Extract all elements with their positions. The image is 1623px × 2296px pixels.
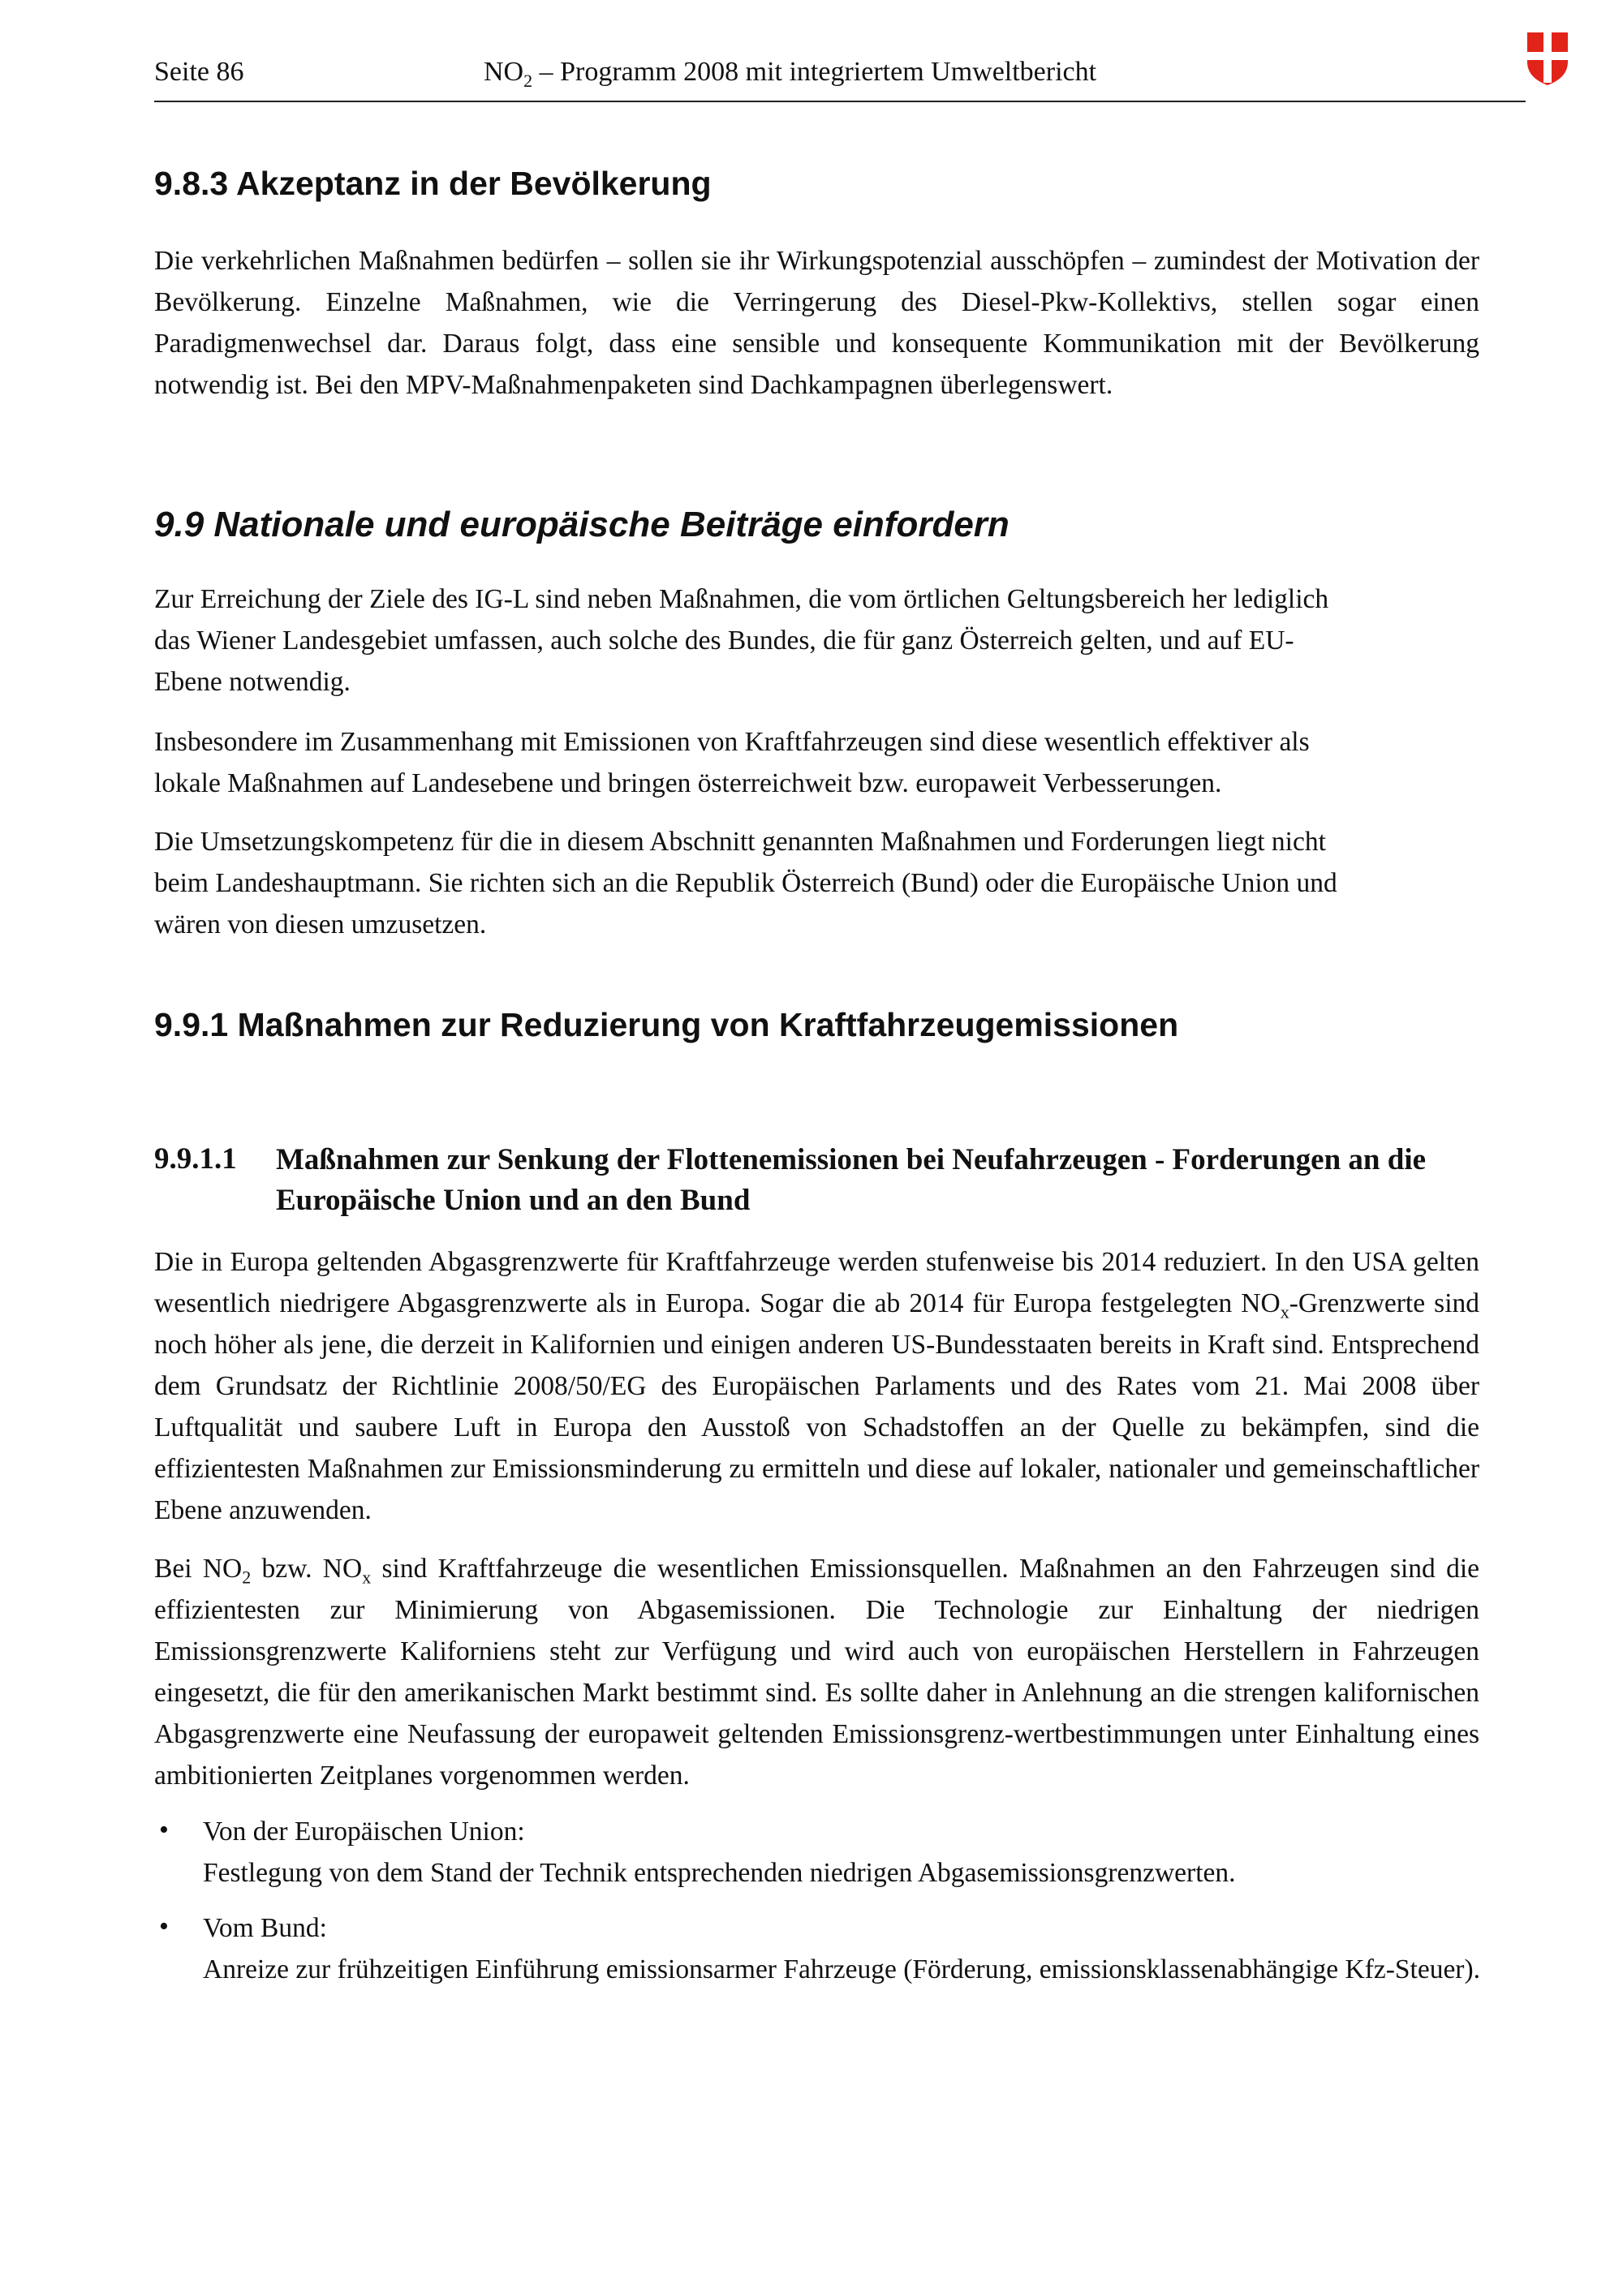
paragraph-no2-sources: Bei $NO_2$ bzw. $NO_x$ sind Kraftfahrzeuge die wesentlichen Emissionsquellen. Maßnahmen an den Fahrzeugen sind die effizientesten zur Minimierung von Abgasemissionen. Die Technologie zur Einhaltung der niedrigen Emissionsgrenzwerte Kaliforniens steht zur Verfügung und wird auch von europäischen Herstellern in Fahrzeugen eingesetzt, die für den amerikanischen Markt bestimmt sind. Es sollte daher in Anlehnung an die strengen kalifornischen Abgasgrenzwerte eine Neufassung der europaweit geltenden Emissionsgrenz-wertbestimmungen unter Einhaltung eines ambitionierten Zeitplanes vorgenommen werden. <box>154 1554 1480 1791</box>
bullet-marker: • <box>159 1911 169 1941</box>
section-heading-9-9: 9.9 Nationale und europäische Beiträge einfordern <box>154 505 1010 544</box>
paragraph-acceptance: Die verkehrlichen Maßnahmen bedürfen – sollen sie ihr Wirkungspotenzial ausschöpfen – zumindest der Motivation der Bevölkerung. Einzelne Maßnahmen, wie die Verringerung des Diesel-Pkw-Kollektivs, stellen sogar einen Paradigmenwechsel dar. Daraus folgt, dass eine sensible und konsequente Kommunikation mit der Bevölkerung notwendig ist. Bei den MPV-Maßnahmenpaketen sind Dachkampagnen überlegenswert. <box>154 246 1479 400</box>
paragraph-competence: Die Umsetzungskompetenz für die in diesem Abschnitt genannten Maßnahmen und Forderungen liegt nicht beim Landeshauptmann. Sie richten sich an die Republik Österreich (Bund) oder die Europäische Union und wären von diesen umzusetzen. <box>154 827 1337 939</box>
section-heading-9-9-1: 9.9.1 Maßnahmen zur Reduzierung von Kraftfahrzeugemissionen <box>154 1006 1179 1043</box>
document-title: $NO_2$ – Programm 2008 mit integriertem Umweltbericht <box>484 57 1097 91</box>
paragraph-emission-limits: Die in Europa geltenden Abgasgrenzwerte für Kraftfahrzeuge werden stufenweise bis 2014 reduziert. In den USA gelten wesentlich niedrigere Abgasgrenzwerte als in Europa. Sogar die ab 2014 für Europa festgelegten $NO_x$-Grenzwerte sind noch höher als jene, die derzeit in Kalifornien und einigen anderen US-Bundesstaaten bereits in Kraft sind. Entsprechend dem Grundsatz der Richtlinie 2008/50/EG des Europäischen Parlaments und des Rates vom 21. Mai 2008 über Luftqualität und saubere Luft in Europa den Ausstoß von Schadstoffen an der Quelle zu bekämpfen, sind die effizientesten Maßnahmen zur Emissionsminderung zu ermitteln und diese auf lokaler, nationaler und gemeinschaftlicher Ebene anzuwenden. <box>154 1247 1480 1525</box>
bullet-item-bund: Vom Bund: Anreize zur frühzeitigen Einführung emissionsarmer Fahrzeuge (Förderung, emissionsklassenabhängige Kfz-Steuer). <box>203 1913 1480 1984</box>
section-heading-9-8-3: 9.8.3 Akzeptanz in der Bevölkerung <box>154 165 712 202</box>
bullet-marker: • <box>159 1815 169 1845</box>
bullet-item-eu: Von der Europäischen Union: Festlegung von dem Stand der Technik entsprechenden niedrigen Abgasemissionsgrenzwerten. <box>203 1817 1236 1888</box>
page-header <box>154 50 1526 102</box>
paragraph-national-contributions: Zur Erreichung der Ziele des IG-L sind neben Maßnahmen, die vom örtlichen Geltungsbereich her lediglich das Wiener Landesgebiet umfassen, auch solche des Bundes, die für ganz Österreich gelten, und auf EU- Ebene notwendig. <box>154 584 1329 697</box>
subsection-number-9-9-1-1: 9.9.1.1 <box>154 1142 237 1176</box>
page-number: Seite 86 <box>154 57 244 87</box>
subsection-title-9-9-1-1: Maßnahmen zur Senkung der Flottenemissionen bei Neufahrzeugen - Forderungen an die Europäische Union und an den Bund <box>276 1143 1427 1217</box>
vienna-coat-of-arms-icon <box>1526 31 1569 86</box>
paragraph-vehicle-emissions: Insbesondere im Zusammenhang mit Emissionen von Kraftfahrzeugen sind diese wesentlich effektiver als lokale Maßnahmen auf Landesebene und bringen österreichweit bzw. europaweit Verbesserungen. <box>154 727 1310 798</box>
